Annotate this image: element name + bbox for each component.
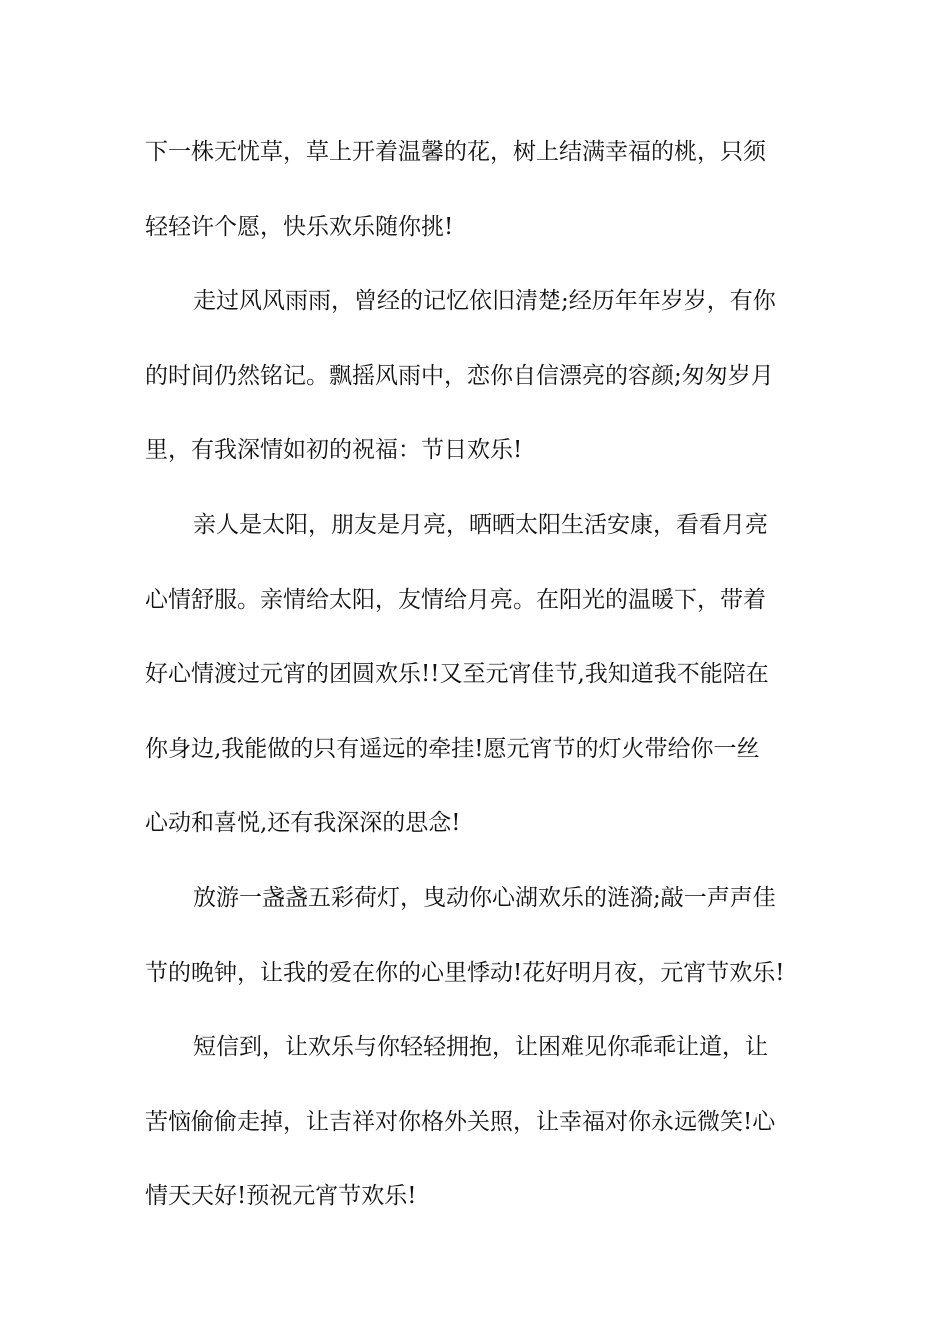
text-line: 的时间仍然铭记。飘摇风雨中，恋你自信漂亮的容颜;匆匆岁月 bbox=[145, 362, 774, 389]
text-line: 节的晚钟，让我的爱在你的心里悸动!花好明月夜，元宵节欢乐! bbox=[145, 959, 785, 986]
paragraph-first-line: 放游一盏盏五彩荷灯，曳动你心湖欢乐的涟漪;敲一声声佳 bbox=[193, 884, 776, 911]
text-line: 情天天好!预祝元宵节欢乐! bbox=[145, 1183, 417, 1210]
text-line: 心动和喜悦,还有我深深的思念! bbox=[145, 810, 461, 837]
text-line: 苦恼偷偷走掉，让吉祥对你格外关照，让幸福对你永远微笑!心 bbox=[145, 1108, 776, 1135]
text-line: 你身边,我能做的只有遥远的牵挂!愿元宵节的灯火带给你一丝 bbox=[145, 735, 760, 762]
text-line: 心情舒服。亲情给太阳，友情给月亮。在阳光的温暖下，带着 bbox=[145, 586, 766, 613]
paragraph-first-line: 短信到，让欢乐与你轻轻拥抱，让困难见你乖乖让道，让 bbox=[193, 1034, 768, 1061]
text-line: 下一株无忧草，草上开着温馨的花，树上结满幸福的桃，只须 bbox=[145, 139, 766, 165]
document-body bbox=[145, 126, 810, 1245]
paragraph-first-line: 走过风风雨雨，曾经的记忆依旧清楚;经历年年岁岁，有你 bbox=[193, 288, 776, 315]
text-line: 里，有我深情如初的祝福：节日欢乐! bbox=[145, 437, 523, 464]
paragraph-first-line: 亲人是太阳，朋友是月亮，晒晒太阳生活安康，看看月亮 bbox=[193, 511, 768, 538]
text-line: 好心情渡过元宵的团圆欢乐!!又至元宵佳节,我知道我不能陪在 bbox=[145, 661, 769, 688]
text-line: 轻轻许个愿，快乐欢乐随你挑! bbox=[145, 213, 454, 240]
